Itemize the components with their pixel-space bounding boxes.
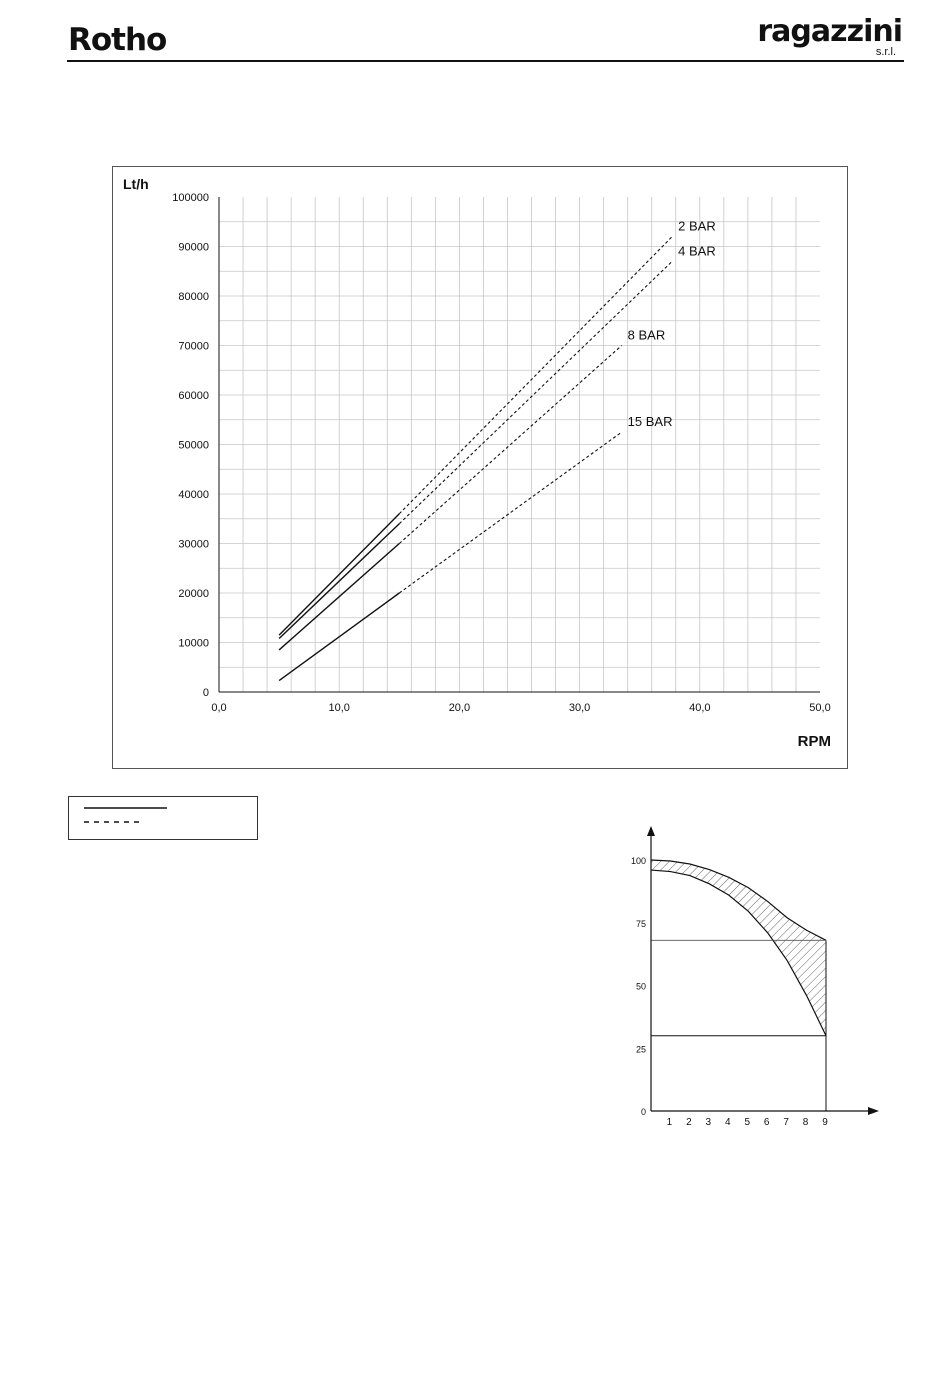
x-tick-label: 50,0 [809,702,831,714]
y-tick-label: 20000 [178,588,209,600]
x-tick-label: 9 [822,1117,828,1128]
series-line-dashed [399,237,672,514]
x-tick-label: 4 [724,1117,731,1128]
header-rule [67,60,904,62]
y-tick-label: 100000 [172,192,209,204]
efficiency-chart [600,820,890,1135]
series-label: 2 BAR [678,218,716,234]
x-tick-label: 3 [705,1117,712,1128]
x-tick-label: 30,0 [568,702,591,714]
x-tick-label: 2 [686,1117,692,1128]
y-tick-label: 50 [635,981,646,992]
y-tick-label: 100 [630,856,646,866]
x-tick-label: 40,0 [689,702,711,714]
y-tick-label: 40000 [178,489,209,501]
y-axis-label: Lt/h [123,176,149,192]
hatched-band [651,860,826,1036]
y-tick-label: 0 [640,1107,646,1117]
x-tick-label: 8 [802,1117,809,1128]
flow-rate-chart [113,167,849,770]
y-tick-label: 75 [635,918,646,929]
y-tick-label: 90000 [178,241,209,254]
legend-box [68,796,258,840]
x-tick-label: 20,0 [448,702,471,714]
y-tick-label: 0 [202,687,209,699]
y-tick-label: 80000 [178,291,209,303]
y-tick-label: 30000 [178,538,209,551]
x-tick-label: 6 [763,1117,770,1128]
flow-rate-chart-frame [112,166,848,769]
x-tick-label: 10,0 [328,702,350,714]
x-tick-label: 7 [783,1117,789,1128]
y-tick-label: 70000 [178,340,209,353]
y-tick-label: 25 [635,1044,646,1055]
rotho-logo: Rotho [68,22,167,58]
series-label: 8 BAR [627,327,666,343]
y-tick-label: 50000 [178,439,209,452]
ragazzini-logo [757,16,902,58]
x-tick-label: 1 [666,1117,673,1128]
series-line-dashed [399,261,672,523]
series-label: 4 BAR [678,243,716,259]
series-label: 15 BAR [627,414,673,430]
x-tick-label: 0,0 [211,702,227,714]
y-axis-arrow-icon [647,826,655,836]
y-tick-label: 60000 [178,390,209,402]
x-tick-label: 5 [744,1117,751,1128]
x-axis-label: RPM [797,733,831,750]
y-tick-label: 10000 [178,637,209,650]
legend-swatches [69,797,257,839]
ragazzini-logo-sub: s.r.l. [875,46,896,58]
ragazzini-logo-name: ragazzini [757,14,902,49]
series-line-dashed [399,432,621,593]
x-axis-arrow-icon [868,1107,879,1115]
